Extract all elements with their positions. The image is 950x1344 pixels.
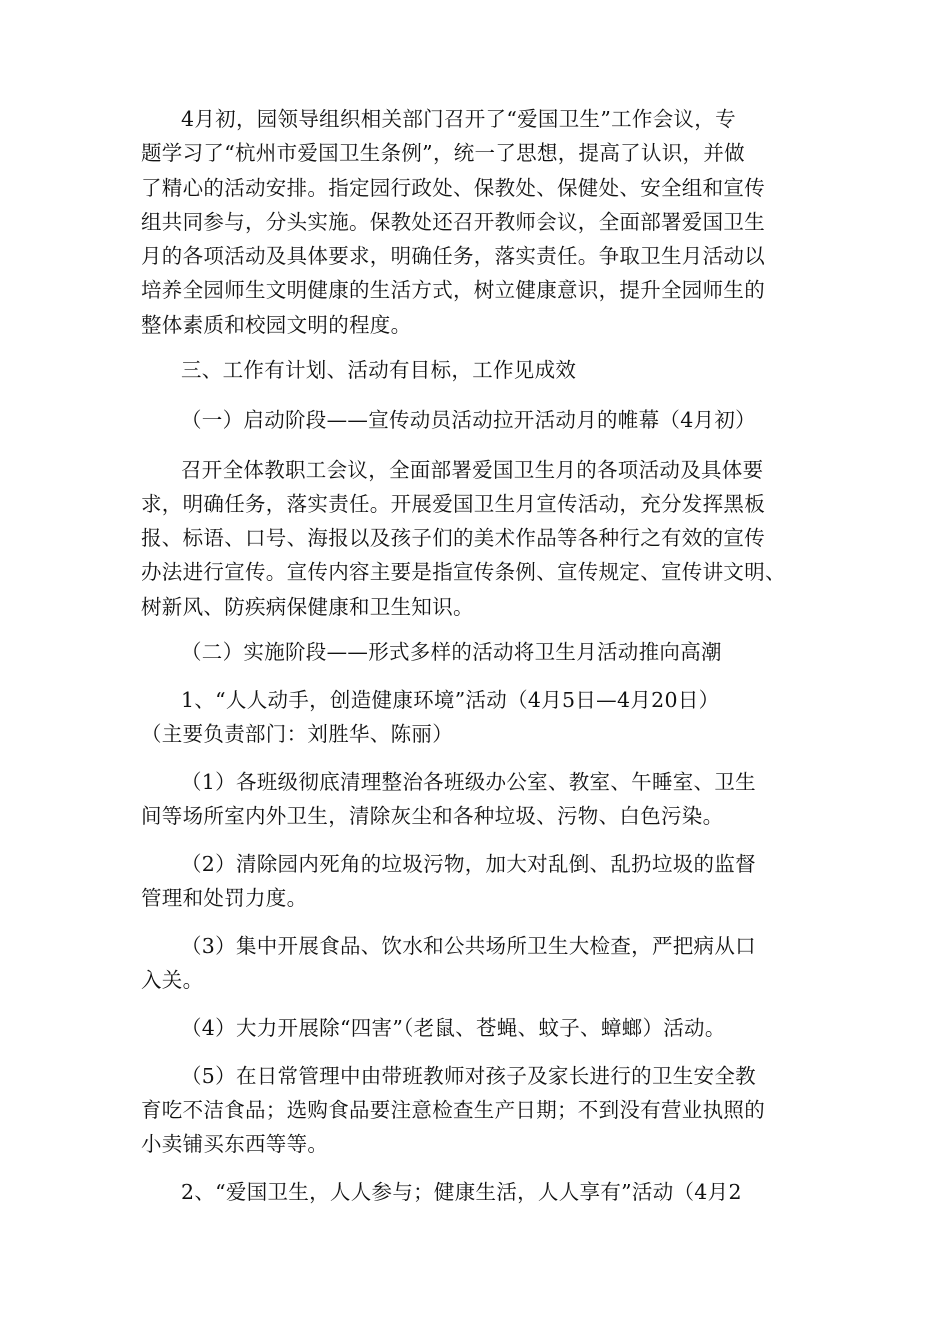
sub-item-3-line-2: 入关。: [141, 968, 204, 992]
activity-1-line-1: 1、“人人动手，创造健康环境”活动（4月5日—4月20日）: [181, 688, 720, 712]
paragraph-1-line-1: 4月初，园领导组织相关部门召开了“爱国卫生”工作会议，专: [181, 107, 736, 131]
subheading-phase-2: （二）实施阶段——形式多样的活动将卫生月活动推向高潮: [181, 640, 722, 664]
paragraph-4-line-3: 报、标语、口号、海报以及孩子们的美术作品等各种行之有效的宣传: [141, 526, 765, 550]
paragraph-1-line-7: 整体素质和校园文明的程度。: [141, 313, 412, 337]
paragraph-1-line-5: 月的各项活动及具体要求，明确任务，落实责任。争取卫生月活动以: [141, 244, 765, 268]
paragraph-4-line-1: 召开全体教职工会议，全面部署爱国卫生月的各项活动及具体要: [181, 458, 764, 482]
sub-item-4-line-1: （4）大力开展除“四害”（老鼠、苍蝇、蚊子、蟑螂）活动。: [181, 1016, 726, 1040]
sub-item-5-line-3: 小卖铺买东西等等。: [141, 1132, 329, 1156]
sub-item-3-line-1: （3）集中开展食品、饮水和公共场所卫生大检查，严把病从口: [181, 934, 756, 958]
activity-1-line-2: （主要负责部门：刘胜华、陈丽）: [141, 722, 453, 746]
paragraph-4-line-2: 求，明确任务，落实责任。开展爱国卫生月宣传活动，充分发挥黑板: [141, 492, 765, 516]
section-heading-3: 三、工作有计划、活动有目标，工作见成效: [181, 358, 577, 382]
activity-2-line-1: 2、“爱国卫生，人人参与；健康生活，人人享有”活动（4月2: [181, 1180, 742, 1204]
sub-item-2-line-1: （2）清除园内死角的垃圾污物，加大对乱倒、乱扔垃圾的监督: [181, 852, 756, 876]
paragraph-1-line-3: 了精心的活动安排。指定园行政处、保教处、保健处、安全组和宣传: [141, 176, 765, 200]
sub-item-5-line-1: （5）在日常管理中由带班教师对孩子及家长进行的卫生安全教: [181, 1064, 756, 1088]
paragraph-4-line-5: 树新风、防疾病保健康和卫生知识。: [141, 595, 474, 619]
paragraph-1-line-4: 组共同参与，分头实施。保教处还召开教师会议，全面部署爱国卫生: [141, 210, 765, 234]
paragraph-1-line-2: 题学习了“杭州市爱国卫生条例”，统一了思想，提高了认识，并做: [141, 141, 745, 165]
paragraph-4-line-4: 办法进行宣传。宣传内容主要是指宣传条例、宣传规定、宣传讲文明、: [141, 560, 786, 584]
paragraph-1-line-6: 培养全园师生文明健康的生活方式，树立健康意识，提升全园师生的: [141, 278, 765, 302]
sub-item-1-line-2: 间等场所室内外卫生，清除灰尘和各种垃圾、污物、白色污染。: [141, 804, 724, 828]
sub-item-1-line-1: （1）各班级彻底清理整治各班级办公室、教室、午睡室、卫生: [181, 770, 756, 794]
sub-item-5-line-2: 育吃不洁食品；选购食品要注意检查生产日期；不到没有营业执照的: [141, 1098, 765, 1122]
subheading-phase-1: （一）启动阶段——宣传动员活动拉开活动月的帷幕（4月初）: [181, 408, 756, 432]
sub-item-2-line-2: 管理和处罚力度。: [141, 886, 308, 910]
